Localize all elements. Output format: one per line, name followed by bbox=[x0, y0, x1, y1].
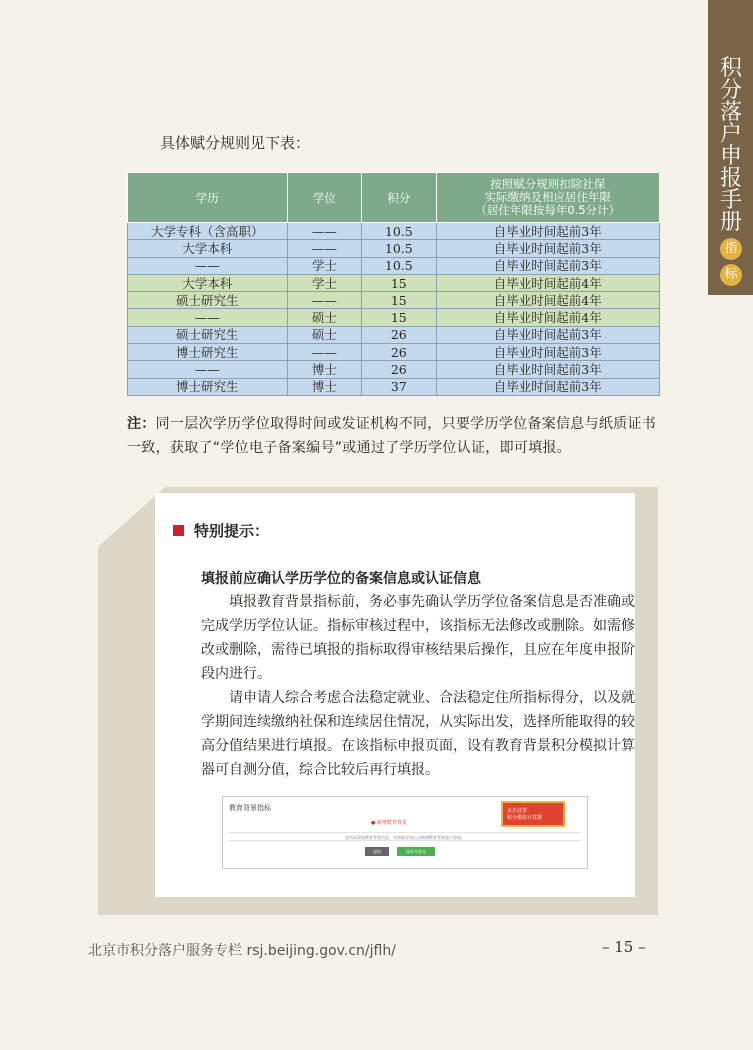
table-cell: 硕士 bbox=[287, 309, 361, 326]
table-cell: 26 bbox=[362, 361, 436, 378]
table-cell: —— bbox=[287, 292, 361, 309]
screenshot-promo: 点击这里 积分模拟计算器 bbox=[501, 801, 565, 827]
table-cell: 自毕业时间起前3年 bbox=[436, 361, 659, 378]
intro-text: 具体赋分规则见下表： bbox=[160, 134, 311, 152]
table-cell: 博士 bbox=[287, 361, 361, 378]
table-cell: 硕士 bbox=[287, 326, 361, 343]
tip-subheading: 填报前应确认学历学位的备案信息或认证信息 bbox=[201, 571, 481, 587]
screenshot-row: 您尚未添加教育背景信息，若需填写请点击新增教育背景进行添加。 bbox=[229, 832, 581, 841]
embedded-screenshot bbox=[222, 796, 588, 869]
col-header-rule: 按照赋分规则扣除社保 实际缴纳及相应居住年限 （居住年限按每年0.5分计） bbox=[436, 173, 659, 223]
screenshot-hint: ● 新增教育背景 bbox=[371, 820, 407, 826]
badge-zhi: 指 bbox=[720, 238, 742, 260]
red-square-icon bbox=[173, 525, 184, 536]
table-row bbox=[128, 223, 660, 240]
footer-text: 北京市积分落户服务专栏 rsj.beijing.gov.cn/jflh/ bbox=[88, 943, 396, 959]
table-row bbox=[128, 344, 660, 361]
screenshot-title: 教育背景指标 bbox=[229, 804, 271, 812]
table-cell: 博士研究生 bbox=[128, 378, 288, 395]
table-row bbox=[128, 309, 660, 326]
col-header-education: 学历 bbox=[128, 173, 288, 223]
table-cell: 自毕业时间起前3年 bbox=[436, 344, 659, 361]
note bbox=[127, 412, 660, 460]
table-cell: 15 bbox=[362, 274, 436, 291]
table-cell: 自毕业时间起前4年 bbox=[436, 274, 659, 291]
screenshot-submit-button: 保存并提交 bbox=[397, 847, 435, 856]
table-cell: 26 bbox=[362, 326, 436, 343]
table-cell: 自毕业时间起前3年 bbox=[436, 223, 659, 240]
table-row bbox=[128, 378, 660, 395]
table-body bbox=[128, 223, 660, 396]
table-cell: 硕士研究生 bbox=[128, 326, 288, 343]
table-cell: 博士 bbox=[287, 378, 361, 395]
table-cell: 大学专科（含高职） bbox=[128, 223, 288, 240]
table-row bbox=[128, 257, 660, 274]
table-cell: 自毕业时间起前3年 bbox=[436, 378, 659, 395]
side-tab-title: 积分落户申报手册 bbox=[719, 56, 742, 235]
table-cell: 学士 bbox=[287, 257, 361, 274]
table-cell: 26 bbox=[362, 344, 436, 361]
table-row bbox=[128, 326, 660, 343]
table-cell: 大学本科 bbox=[128, 240, 288, 257]
note-label: 注： bbox=[127, 416, 156, 432]
tip-paragraph-1: 填报教育背景指标前，务必事先确认学历学位备案信息是否准确或完成学历学位认证。指标审核过程中，该指标无法修改或删除。如需修改或删除，需待已填报的指标取得审核结果后操作，且应在年度申报阶段内进行。 bbox=[201, 594, 635, 682]
score-table bbox=[127, 172, 660, 396]
table-cell: 大学本科 bbox=[128, 274, 288, 291]
note-text: 同一层次学历学位取得时间或发证机构不同，只要学历学位备案信息与纸质证书一致，获取了“学位电子备案编号”或通过了学历学位认证，即可填报。 bbox=[127, 416, 657, 456]
table-cell: 自毕业时间起前3年 bbox=[436, 326, 659, 343]
tip-paragraph-2: 请申请人综合考虑合法稳定就业、合法稳定住所指标得分，以及就学期间连续缴纳社保和连续居住情况，从实际出发，选择所能取得的较高分值结果进行填报。在该指标申报页面，设有教育背景积分模拟计算器可自测分值，综合比较后再行填报。 bbox=[201, 690, 635, 778]
table-cell: 15 bbox=[362, 309, 436, 326]
table-cell: 硕士研究生 bbox=[128, 292, 288, 309]
table-cell: 自毕业时间起前3年 bbox=[436, 257, 659, 274]
table-cell: 自毕业时间起前3年 bbox=[436, 240, 659, 257]
table-cell: —— bbox=[287, 344, 361, 361]
tip-title-text: 特别提示： bbox=[194, 522, 270, 540]
col-header-score: 积分 bbox=[362, 173, 436, 223]
table-row bbox=[128, 292, 660, 309]
page-number: – 15 – bbox=[602, 938, 646, 956]
table-cell: 学士 bbox=[287, 274, 361, 291]
table-cell: 自毕业时间起前4年 bbox=[436, 309, 659, 326]
table-row bbox=[128, 274, 660, 291]
table-cell: 15 bbox=[362, 292, 436, 309]
table-cell: 10.5 bbox=[362, 223, 436, 240]
table-row bbox=[128, 361, 660, 378]
table-cell: 自毕业时间起前4年 bbox=[436, 292, 659, 309]
table-cell: 10.5 bbox=[362, 257, 436, 274]
side-tab bbox=[708, 0, 753, 295]
table-cell: 博士研究生 bbox=[128, 344, 288, 361]
table-row bbox=[128, 240, 660, 257]
table-cell: 37 bbox=[362, 378, 436, 395]
table-cell: 10.5 bbox=[362, 240, 436, 257]
table-cell: —— bbox=[128, 309, 288, 326]
table-cell: —— bbox=[128, 257, 288, 274]
screenshot-back-button: 返回 bbox=[365, 847, 389, 856]
badge-biao: 标 bbox=[720, 264, 742, 286]
table-cell: —— bbox=[128, 361, 288, 378]
col-header-degree: 学位 bbox=[287, 173, 361, 223]
table-header-row bbox=[128, 173, 660, 223]
table-cell: —— bbox=[287, 223, 361, 240]
table-cell: —— bbox=[287, 240, 361, 257]
tip-title bbox=[173, 520, 269, 541]
